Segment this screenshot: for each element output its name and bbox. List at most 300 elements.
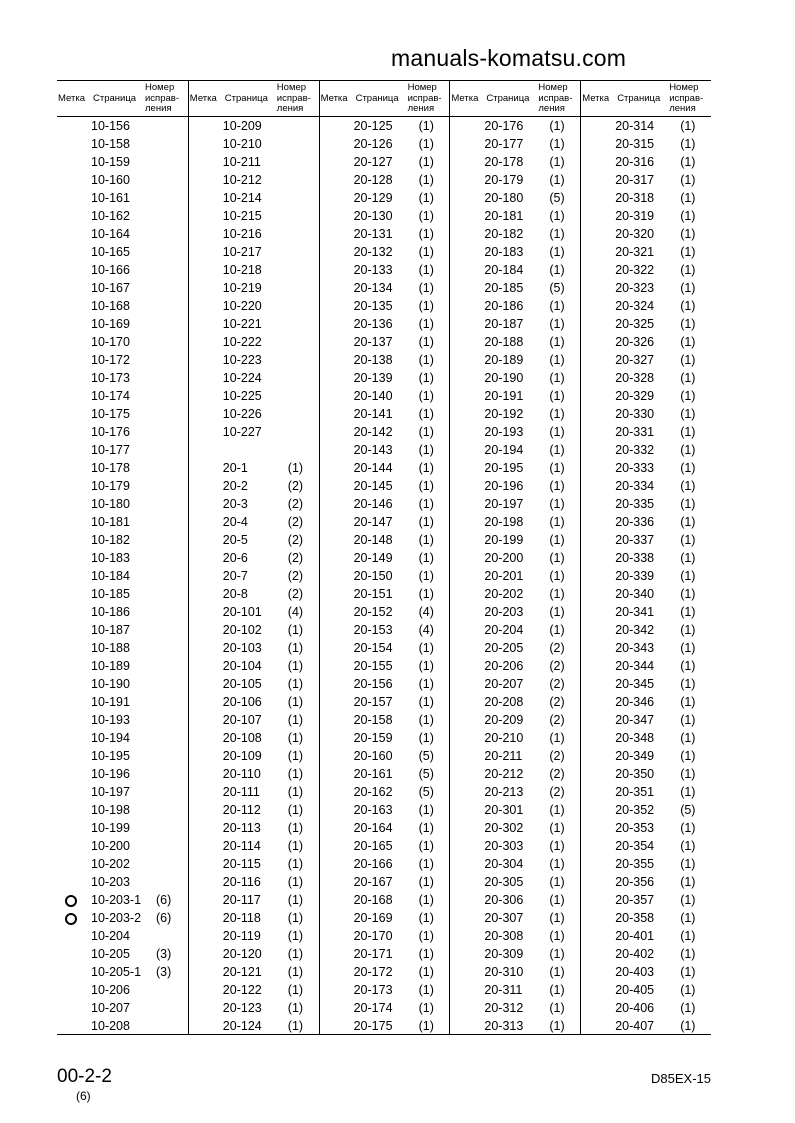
- revision-cell: (1): [287, 983, 304, 997]
- header-revision: Номер исправ-ления: [276, 82, 311, 114]
- page-cell: 10-177: [91, 443, 130, 457]
- table-row: [581, 549, 711, 567]
- model-name: D85EX-15: [651, 1071, 711, 1086]
- table-row: [189, 441, 319, 459]
- revision-cell: (1): [549, 515, 565, 529]
- table-row: [581, 531, 711, 549]
- table-row: [320, 261, 450, 279]
- table-row: [450, 279, 580, 297]
- revision-cell: (1): [680, 173, 696, 187]
- page-cell: 10-156: [91, 119, 130, 133]
- page-cell: 20-320: [615, 227, 655, 241]
- table-row: [581, 603, 711, 621]
- table-row: [57, 765, 188, 783]
- table-row: [189, 513, 319, 531]
- table-row: [189, 153, 319, 171]
- page-cell: 20-155: [353, 659, 393, 673]
- table-row: [581, 315, 711, 333]
- table-row: [320, 1017, 450, 1034]
- table-row: [57, 513, 188, 531]
- watermark: manuals-komatsu.com: [391, 45, 627, 71]
- revision-cell: (1): [287, 1001, 304, 1015]
- revision-cell: (1): [680, 263, 696, 277]
- page-cell: 20-192: [484, 407, 524, 421]
- page-cell: 20-129: [353, 191, 393, 205]
- revision-cell: (1): [418, 659, 434, 673]
- page-cell: 20-111: [222, 785, 260, 799]
- page-cell: 20-161: [353, 767, 393, 781]
- revision-cell: (1): [418, 1001, 434, 1015]
- revision-cell: (1): [680, 983, 696, 997]
- revision-cell: (1): [680, 605, 696, 619]
- revision-cell: (1): [418, 299, 434, 313]
- page-cell: 20-6: [222, 551, 248, 565]
- revision-cell: (5): [418, 785, 434, 799]
- page-cell: 20-116: [222, 875, 261, 889]
- revision-cell: (1): [418, 317, 434, 331]
- page-cell: 10-161: [91, 191, 130, 205]
- revision-cell: (2): [549, 641, 565, 655]
- page-cell: 20-106: [222, 695, 262, 709]
- page-cell: 20-306: [484, 893, 524, 907]
- page-number: 00-2-2: [57, 1066, 112, 1087]
- revision-cell: (2): [287, 569, 304, 583]
- page-cell: 10-205: [91, 947, 130, 961]
- table-row: [57, 369, 188, 387]
- table-row: [320, 657, 450, 675]
- table-row: [581, 747, 711, 765]
- page-cell: 20-130: [353, 209, 393, 223]
- table-row: [189, 189, 319, 207]
- page-cell: 20-339: [615, 569, 655, 583]
- table-row: [450, 711, 580, 729]
- page-cell: 20-113: [222, 821, 261, 835]
- table-row: [189, 351, 319, 369]
- table-row: [57, 351, 188, 369]
- page-cell: 20-198: [484, 515, 524, 529]
- page-cell: 20-126: [353, 137, 393, 151]
- table-row: [57, 549, 188, 567]
- table-row: [320, 603, 450, 621]
- table-row: [581, 999, 711, 1017]
- page-cell: 20-350: [615, 767, 655, 781]
- page-cell: 20-191: [484, 389, 524, 403]
- table-row: [189, 225, 319, 243]
- page-cell: 20-163: [353, 803, 393, 817]
- page-cell: 10-174: [91, 389, 130, 403]
- table-row: [189, 567, 319, 585]
- table-row: [450, 837, 580, 855]
- table-row: [320, 333, 450, 351]
- page-cell: 20-144: [353, 461, 393, 475]
- page-cell: 20-213: [484, 785, 524, 799]
- page-cell: 20-138: [353, 353, 393, 367]
- table-row: [450, 531, 580, 549]
- table-row: [450, 909, 580, 927]
- page-cell: 20-309: [484, 947, 524, 961]
- page-cell: 10-164: [91, 227, 130, 241]
- revision-cell: (1): [549, 173, 565, 187]
- page-cell: 10-167: [91, 281, 130, 295]
- table-row: [581, 855, 711, 873]
- table-row: [189, 657, 319, 675]
- table-row: [581, 693, 711, 711]
- revision-cell: (1): [549, 209, 565, 223]
- table-row: [189, 639, 319, 657]
- page-cell: 20-327: [615, 353, 655, 367]
- revision-cell: (1): [418, 911, 434, 925]
- page-cell: 20-180: [484, 191, 524, 205]
- page-cell: 20-162: [353, 785, 393, 799]
- revision-cell: (1): [418, 119, 434, 133]
- table-row: [189, 963, 319, 981]
- table-row: [581, 135, 711, 153]
- page-cell: 10-195: [91, 749, 130, 763]
- revision-cell: (6): [156, 911, 172, 925]
- revision-cell: (1): [287, 731, 304, 745]
- table-row: [57, 693, 188, 711]
- table-row: [320, 189, 450, 207]
- page-cell: 20-209: [484, 713, 524, 727]
- rows: [581, 117, 711, 1034]
- table-row: [320, 351, 450, 369]
- table-row: [320, 243, 450, 261]
- table-row: [581, 801, 711, 819]
- table-row: [189, 855, 319, 873]
- table-row: [189, 909, 319, 927]
- page-cell: 20-303: [484, 839, 524, 853]
- table-row: [320, 801, 450, 819]
- page-cell: 20-203: [484, 605, 524, 619]
- table-row: [320, 963, 450, 981]
- table-row: [581, 963, 711, 981]
- table-row: [189, 729, 319, 747]
- table-row: [57, 891, 188, 909]
- table-row: [189, 171, 319, 189]
- page-cell: 20-302: [484, 821, 524, 835]
- table-row: [320, 639, 450, 657]
- page-cell: 20-208: [484, 695, 524, 709]
- page-cell: 10-159: [91, 155, 130, 169]
- page-cell: 10-170: [91, 335, 130, 349]
- page-revision: (6): [76, 1089, 91, 1103]
- page-cell: 10-223: [222, 353, 262, 367]
- page-cell: 20-156: [353, 677, 393, 691]
- table-row: [189, 459, 319, 477]
- revision-cell: (1): [549, 1001, 565, 1015]
- revision-cell: (1): [287, 821, 304, 835]
- page-cell: 20-173: [353, 983, 393, 997]
- page-cell: 20-207: [484, 677, 524, 691]
- revision-cell: (1): [287, 803, 304, 817]
- revision-cell: (1): [287, 713, 304, 727]
- revision-cell: (1): [287, 677, 304, 691]
- table-row: [189, 999, 319, 1017]
- page-cell: 20-128: [353, 173, 393, 187]
- revision-cell: (1): [418, 515, 434, 529]
- revision-cell: (2): [287, 515, 304, 529]
- table-row: [320, 279, 450, 297]
- revision-cell: (2): [549, 677, 565, 691]
- revision-cell: (1): [418, 209, 434, 223]
- revision-cell: (4): [287, 605, 304, 619]
- revision-cell: (1): [549, 911, 565, 925]
- table-row: [57, 441, 188, 459]
- header-mark: Метка: [582, 93, 610, 104]
- revision-cell: (1): [287, 911, 304, 925]
- revision-cell: (1): [418, 479, 434, 493]
- revision-cell: (1): [680, 227, 696, 241]
- revision-cell: (1): [418, 587, 434, 601]
- table-row: [189, 1017, 319, 1034]
- page-cell: 20-177: [484, 137, 524, 151]
- page-cell: 20-324: [615, 299, 655, 313]
- revision-cell: (1): [287, 839, 304, 853]
- table-row: [581, 711, 711, 729]
- revision-cell: (1): [549, 443, 565, 457]
- revision-cell: (1): [680, 317, 696, 331]
- table-row: [57, 747, 188, 765]
- revision-cell: (1): [549, 1019, 565, 1033]
- page-cell: 20-119: [222, 929, 261, 943]
- revision-cell: (1): [680, 119, 696, 133]
- table-row: [320, 927, 450, 945]
- revision-cell: (4): [418, 605, 434, 619]
- revision-cell: (1): [549, 623, 565, 637]
- table-row: [320, 909, 450, 927]
- page-cell: 20-175: [353, 1019, 393, 1033]
- page-cell: 10-185: [91, 587, 130, 601]
- page-cell: 10-193: [91, 713, 130, 727]
- page-cell: 20-171: [353, 947, 393, 961]
- page-cell: 20-310: [484, 965, 524, 979]
- table-row: [450, 423, 580, 441]
- table-row: [57, 1017, 188, 1034]
- table-row: [450, 441, 580, 459]
- page-cell: 20-343: [615, 641, 655, 655]
- revision-cell: (1): [418, 569, 434, 583]
- revision-cell: (1): [287, 695, 304, 709]
- revision-cell: (1): [287, 947, 304, 961]
- revision-cell: (5): [418, 749, 434, 763]
- page-cell: 20-348: [615, 731, 655, 745]
- revision-cell: (1): [680, 515, 696, 529]
- column-group: [188, 81, 319, 1034]
- header-page: Страница: [224, 93, 268, 104]
- page-cell: 20-135: [353, 299, 393, 313]
- page-cell: 10-190: [91, 677, 130, 691]
- table-row: [450, 981, 580, 999]
- table-row: [57, 801, 188, 819]
- revision-cell: (1): [549, 587, 565, 601]
- table-row: [320, 999, 450, 1017]
- revision-cell: (1): [287, 641, 304, 655]
- page-cell: 20-7: [222, 569, 248, 583]
- page-cell: 20-185: [484, 281, 524, 295]
- page-cell: 20-308: [484, 929, 524, 943]
- page-cell: 20-187: [484, 317, 524, 331]
- page-cell: 20-345: [615, 677, 655, 691]
- table-row: [57, 963, 188, 981]
- page-cell: 20-102: [222, 623, 262, 637]
- page-cell: 20-140: [353, 389, 393, 403]
- table-row: [320, 513, 450, 531]
- header-revision: Номер исправ-ления: [538, 82, 573, 114]
- page-cell: 10-220: [222, 299, 262, 313]
- table-row: [57, 819, 188, 837]
- page-cell: 10-191: [91, 695, 130, 709]
- page-cell: 20-317: [615, 173, 655, 187]
- table-row: [450, 243, 580, 261]
- page-cell: 20-147: [353, 515, 393, 529]
- revision-cell: (1): [549, 479, 565, 493]
- revision-mark-circle-icon: [65, 895, 77, 907]
- page-cell: 10-172: [91, 353, 130, 367]
- table-row: [450, 873, 580, 891]
- page-cell: 20-204: [484, 623, 524, 637]
- table-row: [189, 675, 319, 693]
- revision-cell: (1): [680, 749, 696, 763]
- page-cell: 20-331: [615, 425, 655, 439]
- column-group: [57, 81, 188, 1034]
- page-cell: 20-164: [353, 821, 393, 835]
- table-row: [450, 297, 580, 315]
- revision-cell: (1): [680, 137, 696, 151]
- revision-cell: (1): [549, 893, 565, 907]
- page-cell: 10-180: [91, 497, 130, 511]
- page-cell: 10-208: [91, 1019, 130, 1033]
- revision-cell: (1): [549, 947, 565, 961]
- page-cell: 20-186: [484, 299, 524, 313]
- table-row: [581, 261, 711, 279]
- page-cell: 10-182: [91, 533, 130, 547]
- page-cell: 20-403: [615, 965, 655, 979]
- revision-cell: (1): [549, 407, 565, 421]
- revision-cell: (1): [418, 173, 434, 187]
- page-cell: 20-346: [615, 695, 655, 709]
- revision-cell: (2): [549, 695, 565, 709]
- table-row: [189, 927, 319, 945]
- table-row: [320, 729, 450, 747]
- table-row: [57, 783, 188, 801]
- page-cell: 20-337: [615, 533, 655, 547]
- page-cell: 20-157: [353, 695, 393, 709]
- table-row: [581, 927, 711, 945]
- revision-cell: (1): [680, 911, 696, 925]
- revision-cell: (1): [549, 497, 565, 511]
- page-cell: 10-162: [91, 209, 130, 223]
- table-row: [189, 549, 319, 567]
- page-cell: 20-154: [353, 641, 393, 655]
- table-row: [57, 189, 188, 207]
- page-cell: 10-216: [222, 227, 262, 241]
- table-row: [57, 855, 188, 873]
- revision-cell: (1): [680, 407, 696, 421]
- table-row: [581, 405, 711, 423]
- page-cell: 20-136: [353, 317, 393, 331]
- table-row: [581, 513, 711, 531]
- table-row: [450, 783, 580, 801]
- page-cell: 20-169: [353, 911, 393, 925]
- revision-cell: (1): [680, 569, 696, 583]
- table-row: [581, 153, 711, 171]
- table-row: [189, 135, 319, 153]
- table-row: [320, 837, 450, 855]
- revision-cell: (1): [287, 857, 304, 871]
- table-row: [450, 171, 580, 189]
- revision-cell: (1): [680, 641, 696, 655]
- revision-cell: (1): [287, 749, 304, 763]
- revision-cell: (1): [549, 731, 565, 745]
- table-row: [581, 567, 711, 585]
- revision-cell: (1): [418, 281, 434, 295]
- table-row: [320, 171, 450, 189]
- page-cell: 20-335: [615, 497, 655, 511]
- revision-cell: (1): [680, 695, 696, 709]
- revision-cell: (1): [418, 965, 434, 979]
- page-cell: 20-205: [484, 641, 524, 655]
- table-row: [189, 585, 319, 603]
- revision-cell: (1): [549, 551, 565, 565]
- table-row: [581, 639, 711, 657]
- page-cell: 20-351: [615, 785, 655, 799]
- table-row: [581, 351, 711, 369]
- page-cell: 10-181: [91, 515, 130, 529]
- page-cell: 20-189: [484, 353, 524, 367]
- revision-cell: (2): [287, 587, 304, 601]
- table-row: [57, 639, 188, 657]
- revision-cell: (1): [549, 245, 565, 259]
- page-cell: 20-159: [353, 731, 393, 745]
- page-cell: 20-340: [615, 587, 655, 601]
- table-row: [320, 819, 450, 837]
- page-cell: 10-214: [222, 191, 262, 205]
- table-row: [320, 153, 450, 171]
- page-cell: 20-132: [353, 245, 393, 259]
- table-row: [320, 315, 450, 333]
- revision-cell: (1): [680, 425, 696, 439]
- table-row: [450, 1017, 580, 1034]
- revision-cell: (1): [680, 965, 696, 979]
- page-cell: 20-118: [222, 911, 261, 925]
- table-row: [189, 261, 319, 279]
- revision-cell: (1): [549, 299, 565, 313]
- revision-cell: (1): [418, 191, 434, 205]
- revision-cell: (1): [287, 461, 304, 475]
- page-cell: 10-175: [91, 407, 130, 421]
- table-row: [57, 711, 188, 729]
- page-cell: 20-115: [222, 857, 261, 871]
- table-row: [57, 495, 188, 513]
- table-row: [189, 873, 319, 891]
- revision-cell: (1): [680, 947, 696, 961]
- page-cell: 20-131: [353, 227, 393, 241]
- page-cell: 20-133: [353, 263, 393, 277]
- page-cell: 20-401: [615, 929, 655, 943]
- page-cell: 20-142: [353, 425, 393, 439]
- table-row: [450, 585, 580, 603]
- table-row: [450, 729, 580, 747]
- page-cell: 20-121: [222, 965, 262, 979]
- table-row: [450, 819, 580, 837]
- page-cell: 20-196: [484, 479, 524, 493]
- revision-cell: (1): [549, 875, 565, 889]
- revision-cell: (2): [549, 749, 565, 763]
- page-cell: 20-4: [222, 515, 248, 529]
- page-cell: 10-158: [91, 137, 130, 151]
- revision-cell: (1): [680, 713, 696, 727]
- column-header: [450, 81, 580, 117]
